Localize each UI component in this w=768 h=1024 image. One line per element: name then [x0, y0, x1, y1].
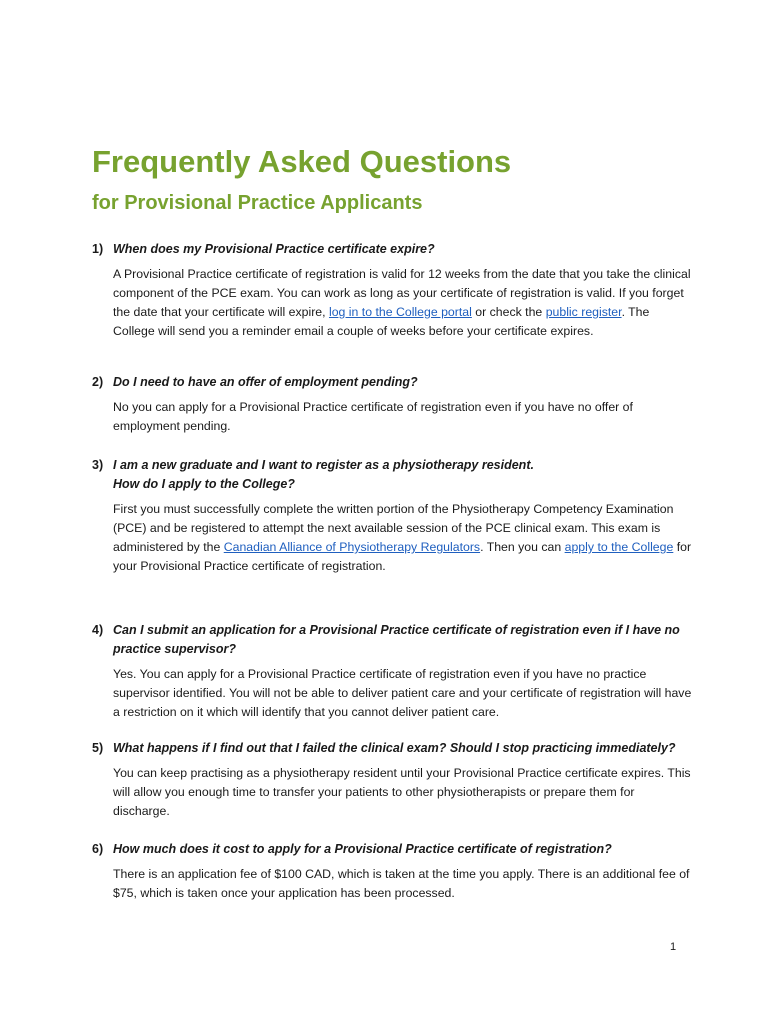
faq-number-1: 1): [92, 242, 104, 256]
faq-item-5: [92, 739, 692, 821]
faq-number-4: 4): [92, 623, 104, 637]
faq-answer-text: Yes. You can apply for a Provisional Practice certificate of registration even if you have no practice supervisor identified. You will not be able to deliver patient care and your certificate of registration will have a restriction on it which will identify that you cannot deliver patient care.: [113, 667, 692, 719]
faq-item-4: [92, 621, 692, 722]
faq-question-text-5: What happens if I find out that I failed the clinical exam? Should I stop practicing immediately?: [113, 741, 676, 755]
faq-number-3: 3): [92, 458, 104, 472]
faq-answer-text: You can keep practising as a physiotherapy resident until your Provisional Practice certificate expires. This will allow you enough time to transfer your patients to other physiotherapists or prepare them for discharge.: [113, 766, 691, 818]
faq-answer-text: A Provisional Practice certificate of registration is valid for 12 weeks from the date that you take the clinical component of the PCE exam. You can work as long as your certificate of registration is valid. If you forget the date that your certificate will expire,: [113, 267, 691, 319]
faq-question-text-1: When does my Provisional Practice certificate expire?: [113, 242, 435, 256]
faq-question-1: [92, 240, 692, 259]
faq-question-text-6: How much does it cost to apply for a Provisional Practice certificate of registration?: [113, 842, 612, 856]
faq-question-text-3-line-1: I am a new graduate and I want to register as a physiotherapy resident.: [113, 458, 534, 472]
faq-answer-6: [113, 865, 692, 903]
faq-question-5: [92, 739, 692, 758]
faq-answer-2: [113, 398, 692, 436]
page-number: 1: [670, 941, 677, 953]
page-subtitle: for Provisional Practice Applicants: [92, 192, 423, 214]
faq-question-text-4: Can I submit an application for a Provisional Practice certificate of registration even if I have no practice supervisor?: [113, 623, 680, 656]
faq-question-6: [92, 840, 692, 859]
capr-link[interactable]: Canadian Alliance of Physiotherapy Regulators: [223, 540, 481, 554]
faq-item-1: [92, 240, 692, 341]
faq-answer-text: or check the: [471, 305, 546, 319]
faq-answer-text: . Then you can: [480, 540, 565, 554]
faq-answer-1: [113, 265, 692, 341]
faq-question-4: [92, 621, 692, 659]
faq-question-text-2: Do I need to have an offer of employment pending?: [113, 375, 418, 389]
faq-answer-text: No you can apply for a Provisional Practice certificate of registration even if you have no offer of employment pending.: [113, 400, 633, 433]
public-register-link[interactable]: public register: [545, 305, 622, 319]
faq-number-6: 6): [92, 842, 104, 856]
faq-answer-text: . The College will send you a reminder email a couple of weeks before your certificate expires.: [113, 305, 650, 338]
page-title: Frequently Asked Questions: [92, 144, 512, 179]
faq-answer-text: for your Provisional Practice certificate of registration.: [113, 540, 692, 573]
faq-question-text-3-line-2: How do I apply to the College?: [113, 477, 295, 491]
faq-item-2: [92, 373, 692, 436]
faq-number-5: 5): [92, 741, 104, 755]
faq-question-2: [92, 373, 692, 392]
faq-number-2: 2): [92, 375, 104, 389]
faq-answer-4: [113, 665, 692, 722]
faq-item-6: [92, 840, 692, 903]
faq-item-3: [92, 456, 692, 576]
apply-to-college-link[interactable]: apply to the College: [564, 540, 674, 554]
college-portal-login-link[interactable]: log in to the College portal: [328, 305, 472, 319]
faq-answer-text: There is an application fee of $100 CAD, which is taken at the time you apply. There is an additional fee of $75, which is taken once your application has been processed.: [113, 867, 690, 900]
faq-answer-5: [113, 764, 692, 821]
faq-answer-text: First you must successfully complete the written portion of the Physiotherapy Competency Examination (PCE) and be registered to attempt the next available session of the PCE clinical exam. This exam is administered by the: [113, 502, 674, 554]
faq-answer-3: [113, 500, 692, 576]
faq-question-3: [92, 456, 692, 494]
